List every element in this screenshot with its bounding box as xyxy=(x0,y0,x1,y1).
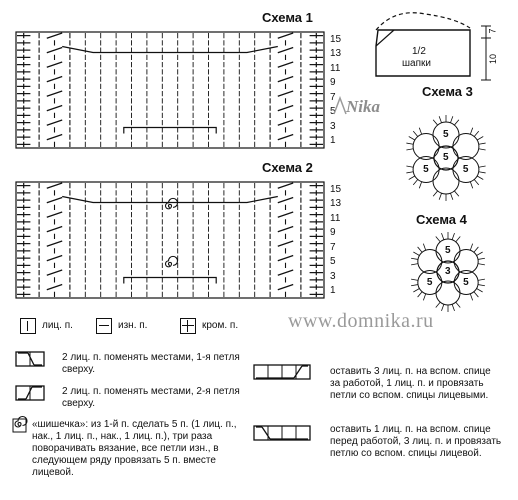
legend-cross-left: 2 лиц. п. поменять местами, 1-я петля сверху. xyxy=(62,352,240,375)
row-number: 3 xyxy=(330,120,336,132)
row-number: 11 xyxy=(330,212,341,224)
row-number: 15 xyxy=(330,183,342,195)
row-number: 1 xyxy=(330,135,336,147)
row-number: 15 xyxy=(330,33,342,45)
motif-stitch-count: 5 xyxy=(463,276,469,288)
nika-logo: Nika xyxy=(332,94,388,118)
row-number: 5 xyxy=(330,256,336,268)
motif-stitch-count: 5 xyxy=(426,276,433,288)
hat-dimension-top: 7 xyxy=(487,28,498,34)
motif-stitch-count: 3 xyxy=(445,266,451,277)
site-watermark: www.domnika.ru xyxy=(288,310,434,332)
legend-cable-back: оставить 3 лиц. п. на вспом. спице за работой, 1 лиц. п. и провязать петли со вспом. спицы лицевыми. xyxy=(330,366,491,401)
row-number: 7 xyxy=(330,91,336,103)
scheme-1-title: Схема 1 xyxy=(262,10,313,25)
legend-bobble: «шишечка»: из 1-й п. сделать 5 п. (1 лиц. п., нак., 1 лиц. п., нак., 1 лиц. п.), три раза поворачивать вязание, все петли изн., в следующем ряду провязать 5 п. вместе лицевой. xyxy=(32,419,237,478)
legend-purl: изн. п. xyxy=(118,320,148,331)
legend-knit: лиц. п. xyxy=(42,320,73,331)
hat-label: шапки xyxy=(402,58,431,69)
legend-edge: кром. п. xyxy=(202,320,239,331)
row-number: 9 xyxy=(330,227,336,239)
row-number: 11 xyxy=(330,62,341,74)
row-number: 5 xyxy=(330,106,336,118)
legend-cable-front: оставить 1 лиц. п. на вспом. спице перед работой, 3 лиц. п. и провязать петлю со вспом. спицы лицевой. xyxy=(330,424,502,459)
hat-fraction: 1/2 xyxy=(412,46,426,57)
row-number: 1 xyxy=(330,285,336,297)
motif-stitch-count: 5 xyxy=(423,163,429,175)
scheme-4-title: Схема 4 xyxy=(416,212,467,227)
row-number: 9 xyxy=(330,77,336,89)
motif-stitch-count: 5 xyxy=(462,163,469,175)
hat-dimension-side: 10 xyxy=(488,53,499,65)
legend-cross-right: 2 лиц. п. поменять местами, 2-я петля сверху. xyxy=(62,386,240,409)
motif-stitch-count: 5 xyxy=(443,129,449,140)
row-number: 13 xyxy=(330,48,342,60)
motif-stitch-count: 5 xyxy=(445,245,451,256)
scheme-3-title: Схема 3 xyxy=(422,84,473,99)
motif-stitch-count: 5 xyxy=(443,152,449,163)
scheme-2-title: Схема 2 xyxy=(262,160,313,175)
row-number: 7 xyxy=(330,241,336,253)
row-number: 13 xyxy=(330,198,342,210)
row-number: 3 xyxy=(330,270,336,282)
